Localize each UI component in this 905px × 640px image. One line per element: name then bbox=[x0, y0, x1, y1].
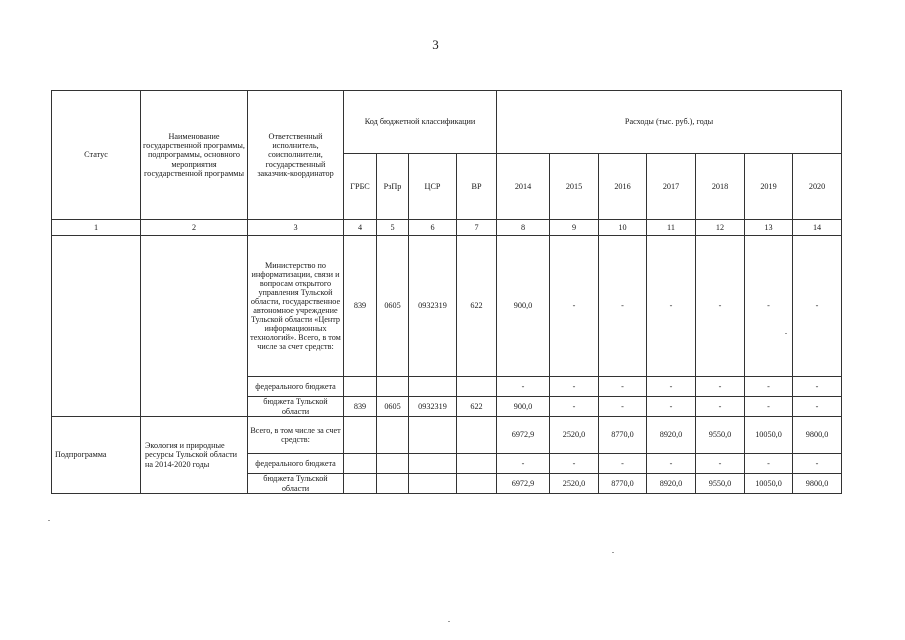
table-row bbox=[52, 236, 842, 377]
page-number: 3 bbox=[432, 37, 439, 52]
header-year: 2020 bbox=[793, 154, 842, 220]
code-vr-cell bbox=[457, 417, 497, 454]
year-value-cell: - bbox=[745, 377, 793, 397]
responsible-cell: бюджета Тульской области bbox=[248, 397, 344, 417]
budget-table bbox=[51, 90, 842, 494]
year-value-cell: - bbox=[599, 377, 647, 397]
column-number: 3 bbox=[248, 220, 344, 236]
responsible-cell: бюджета Тульской области bbox=[248, 474, 344, 494]
code-rzpr-cell: 0605 bbox=[377, 397, 409, 417]
status-cell: Подпрограмма bbox=[52, 417, 141, 494]
year-value-cell: - bbox=[793, 397, 842, 417]
year-value-cell: 9800,0 bbox=[793, 417, 842, 454]
responsible-cell: Всего, в том числе за счет средств: bbox=[248, 417, 344, 454]
header-year: 2015 bbox=[550, 154, 599, 220]
year-value-cell: - bbox=[696, 236, 745, 377]
year-value-cell: - bbox=[696, 454, 745, 474]
column-number: 14 bbox=[793, 220, 842, 236]
year-value-cell: 2520,0 bbox=[550, 417, 599, 454]
code-rzpr-cell bbox=[377, 377, 409, 397]
year-value-cell: - bbox=[497, 454, 550, 474]
column-number: 12 bbox=[696, 220, 745, 236]
year-value-cell: - bbox=[647, 377, 696, 397]
header-responsible: Ответственный исполнитель, соисполнители, государственный заказчик-координатор bbox=[248, 91, 344, 220]
header-classification: Код бюджетной классификации bbox=[344, 91, 497, 154]
year-value-cell: 6972,9 bbox=[497, 417, 550, 454]
header-code-vr: ВР bbox=[457, 154, 497, 220]
year-value-cell: - bbox=[793, 236, 842, 377]
year-value-cell: - bbox=[647, 454, 696, 474]
year-value-cell: - bbox=[647, 397, 696, 417]
year-value-cell: - bbox=[599, 236, 647, 377]
table-row bbox=[52, 417, 842, 454]
column-number: 6 bbox=[409, 220, 457, 236]
scan-speck bbox=[785, 333, 787, 334]
code-rzpr-cell bbox=[377, 474, 409, 494]
header-expenses: Расходы (тыс. руб.), годы bbox=[497, 91, 842, 154]
responsible-cell: федерального бюджета bbox=[248, 377, 344, 397]
year-value-cell: - bbox=[745, 236, 793, 377]
code-vr-cell: 622 bbox=[457, 236, 497, 377]
header-year: 2019 bbox=[745, 154, 793, 220]
code-csr-cell: 0932319 bbox=[409, 236, 457, 377]
code-vr-cell bbox=[457, 474, 497, 494]
year-value-cell: - bbox=[550, 377, 599, 397]
year-value-cell: - bbox=[696, 397, 745, 417]
scan-speck bbox=[612, 552, 614, 553]
year-value-cell: - bbox=[745, 397, 793, 417]
code-csr-cell bbox=[409, 474, 457, 494]
column-number: 1 bbox=[52, 220, 141, 236]
code-grbs-cell: 839 bbox=[344, 397, 377, 417]
header-name: Наименование государственной программы, подпрограммы, основного мероприятия государственной программы bbox=[141, 91, 248, 220]
column-number: 10 bbox=[599, 220, 647, 236]
year-value-cell: - bbox=[497, 377, 550, 397]
code-csr-cell bbox=[409, 417, 457, 454]
code-grbs-cell bbox=[344, 417, 377, 454]
year-value-cell: 900,0 bbox=[497, 397, 550, 417]
column-number: 7 bbox=[457, 220, 497, 236]
code-rzpr-cell: 0605 bbox=[377, 236, 409, 377]
year-value-cell: - bbox=[550, 454, 599, 474]
header-year: 2017 bbox=[647, 154, 696, 220]
year-value-cell: 10050,0 bbox=[745, 474, 793, 494]
code-rzpr-cell bbox=[377, 417, 409, 454]
column-number: 5 bbox=[377, 220, 409, 236]
header-code-rzpr: РзПр bbox=[377, 154, 409, 220]
column-number: 9 bbox=[550, 220, 599, 236]
year-value-cell: 900,0 bbox=[497, 236, 550, 377]
name-cell: Экология и природные ресурсы Тульской области на 2014-2020 годы bbox=[141, 417, 248, 494]
code-grbs-cell bbox=[344, 377, 377, 397]
column-number: 8 bbox=[497, 220, 550, 236]
year-value-cell: 8770,0 bbox=[599, 474, 647, 494]
code-vr-cell bbox=[457, 454, 497, 474]
year-value-cell: - bbox=[599, 397, 647, 417]
code-grbs-cell: 839 bbox=[344, 236, 377, 377]
header-year: 2016 bbox=[599, 154, 647, 220]
column-number-row bbox=[52, 220, 842, 236]
status-cell bbox=[52, 236, 141, 417]
header-year: 2014 bbox=[497, 154, 550, 220]
year-value-cell: - bbox=[793, 377, 842, 397]
year-value-cell: 9550,0 bbox=[696, 417, 745, 454]
code-vr-cell: 622 bbox=[457, 397, 497, 417]
code-vr-cell bbox=[457, 377, 497, 397]
header-code-grbs: ГРБС bbox=[344, 154, 377, 220]
responsible-cell: Министерство по информатизации, связи и вопросам открытого управления Тульской области, государственное автономное учреждение Тульской области «Центр информационных технологий». Всего, в том числе за счет средств: bbox=[248, 236, 344, 377]
year-value-cell: 10050,0 bbox=[745, 417, 793, 454]
year-value-cell: 2520,0 bbox=[550, 474, 599, 494]
year-value-cell: - bbox=[599, 454, 647, 474]
year-value-cell: - bbox=[550, 236, 599, 377]
scan-speck bbox=[448, 621, 450, 622]
year-value-cell: 8920,0 bbox=[647, 417, 696, 454]
responsible-cell: федерального бюджета bbox=[248, 454, 344, 474]
year-value-cell: - bbox=[793, 454, 842, 474]
code-rzpr-cell bbox=[377, 454, 409, 474]
column-number: 13 bbox=[745, 220, 793, 236]
year-value-cell: 9800,0 bbox=[793, 474, 842, 494]
year-value-cell: - bbox=[647, 236, 696, 377]
scan-speck bbox=[48, 520, 50, 521]
column-number: 2 bbox=[141, 220, 248, 236]
code-grbs-cell bbox=[344, 474, 377, 494]
year-value-cell: 8920,0 bbox=[647, 474, 696, 494]
code-csr-cell bbox=[409, 454, 457, 474]
code-csr-cell: 0932319 bbox=[409, 397, 457, 417]
name-cell bbox=[141, 236, 248, 417]
year-value-cell: - bbox=[696, 377, 745, 397]
column-number: 4 bbox=[344, 220, 377, 236]
year-value-cell: 9550,0 bbox=[696, 474, 745, 494]
column-number: 11 bbox=[647, 220, 696, 236]
header-year: 2018 bbox=[696, 154, 745, 220]
code-csr-cell bbox=[409, 377, 457, 397]
header-row-top bbox=[52, 91, 842, 154]
year-value-cell: 8770,0 bbox=[599, 417, 647, 454]
code-grbs-cell bbox=[344, 454, 377, 474]
header-status: Статус bbox=[52, 91, 141, 220]
header-code-csr: ЦСР bbox=[409, 154, 457, 220]
year-value-cell: - bbox=[745, 454, 793, 474]
year-value-cell: - bbox=[550, 397, 599, 417]
year-value-cell: 6972,9 bbox=[497, 474, 550, 494]
